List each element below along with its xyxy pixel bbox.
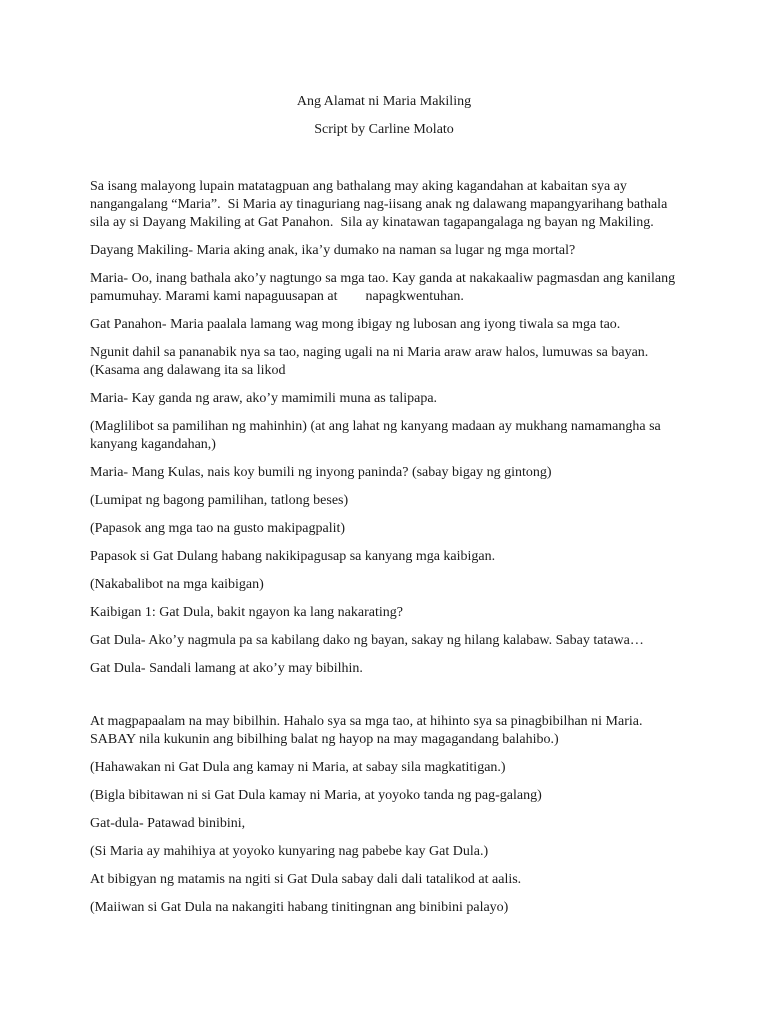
script-paragraph: (Papasok ang mga tao na gusto makipagpalit) [90,521,346,536]
script-paragraph: Sa isang malayong lupain matatagpuan ang bathalang may aking kagandahan at kabaitan sya ay nangangalang “Maria”. Si Maria ay tinaguriang nag-iisang anak ng dalawang mapangyarihang bathala sila ay si Dayang Makiling at Gat Panahon. Sila ay kinatawan tagapangalaga ng bayan ng Makiling. [90,179,668,230]
script-paragraph: Gat Panahon- Maria paalala lamang wag mong ibigay ng lubosan ang iyong tiwala sa mga tao. [90,317,621,332]
script-paragraph: Maria- Kay ganda ng araw, ako’y mamimili muna as talipapa. [90,391,438,406]
script-paragraph: At bibigyan ng matamis na ngiti si Gat Dula sabay dali dali tatalikod at aalis. [90,872,522,887]
script-paragraph: (Maiiwan si Gat Dula na nakangiti habang tinitingnan ang binibini palayo) [90,900,509,915]
script-paragraph: (Hahawakan ni Gat Dula ang kamay ni Maria, at sabay sila magkatitigan.) [90,760,506,775]
script-paragraph: Gat Dula- Sandali lamang at ako’y may bibilhin. [90,661,363,676]
script-paragraph: Gat-dula- Patawad binibini, [90,816,246,831]
document-byline: Script by Carline Molato [314,122,454,137]
script-paragraph: Maria- Oo, inang bathala ako’y nagtungo sa mga tao. Kay ganda at nakakaaliw pagmasdan ang kanilang pamumuhay. Marami kami napaguusapan at napagkwentuhan. [90,271,676,304]
script-paragraph: (Nakabalibot na mga kaibigan) [90,577,264,592]
script-paragraph: At magpapaalam na may bibilhin. Hahalo sya sa mga tao, at hihinto sya sa pinagbibilhan ni Maria. SABAY nila kukunin ang bibilhing balat ng hayop na may magagandang balahibo.) [90,714,643,747]
document-title: Ang Alamat ni Maria Makiling [296,94,472,109]
script-paragraph: (Si Maria ay mahihiya at yoyoko kunyaring nag pabebe kay Gat Dula.) [90,844,489,859]
script-paragraph: Gat Dula- Ako’y nagmula pa sa kabilang dako ng bayan, sakay ng hilang kalabaw. Sabay tatawa… [90,633,644,648]
script-paragraph: Papasok si Gat Dulang habang nakikipagusap sa kanyang mga kaibigan. [90,549,496,564]
script-paragraph: (Bigla bibitawan ni si Gat Dula kamay ni Maria, at yoyoko tanda ng pag-galang) [90,788,542,803]
script-paragraph: Kaibigan 1: Gat Dula, bakit ngayon ka lang nakarating? [90,605,403,620]
script-paragraph: Maria- Mang Kulas, nais koy bumili ng inyong paninda? (sabay bigay ng gintong) [90,465,552,480]
script-paragraph: (Maglilibot sa pamilihan ng mahinhin) (at ang lahat ng kanyang madaan ay mukhang namamangha sa kanyang kagandahan,) [90,419,661,452]
script-paragraph: Ngunit dahil sa pananabik nya sa tao, naging ugali na ni Maria araw araw halos, lumuwas sa bayan. (Kasama ang dalawang ita sa likod [90,345,649,378]
script-paragraph: (Lumipat ng bagong pamilihan, tatlong beses) [90,493,349,508]
script-paragraph: Dayang Makiling- Maria aking anak, ika’y dumako na naman sa lugar ng mga mortal? [90,243,576,258]
script-body [90,178,690,927]
